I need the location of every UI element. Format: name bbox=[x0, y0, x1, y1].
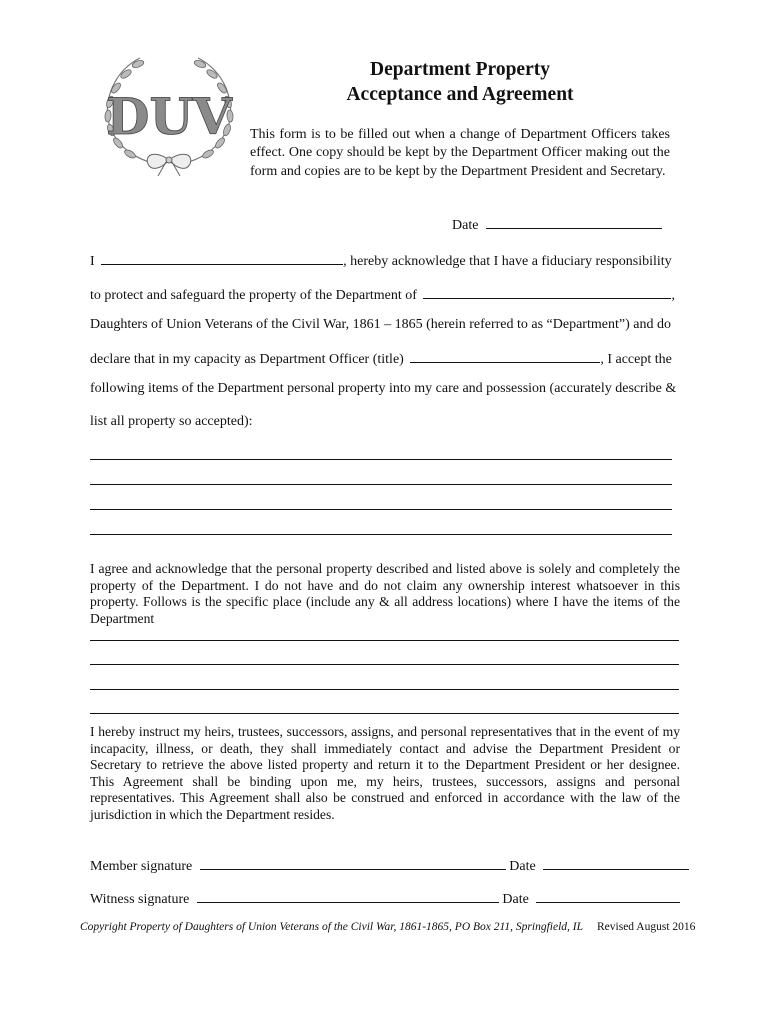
line4-suffix: , I accept the bbox=[600, 352, 672, 367]
line1-suffix: , hereby acknowledge that I have a fiduciary responsibility bbox=[343, 254, 672, 269]
name-field[interactable] bbox=[101, 250, 343, 265]
witness-signature-label: Witness signature bbox=[90, 892, 190, 907]
member-date-field[interactable] bbox=[543, 855, 689, 870]
property-line-2[interactable] bbox=[90, 484, 672, 485]
department-field[interactable] bbox=[423, 284, 671, 299]
department-line bbox=[90, 284, 675, 304]
witness-signature-row bbox=[90, 888, 680, 908]
line1-prefix: I bbox=[90, 254, 95, 269]
member-signature-label: Member signature bbox=[90, 859, 193, 874]
page-title bbox=[250, 57, 670, 107]
line2-prefix: to protect and safeguard the property of the Department of bbox=[90, 288, 417, 303]
footer-revised: Revised August 2016 bbox=[597, 921, 696, 933]
footer-copyright: Copyright Property of Daughters of Union Veterans of the Civil War, 1861-1865, PO Box 211, Springfield, IL bbox=[80, 921, 583, 933]
seal-logo bbox=[94, 50, 244, 178]
witness-date-field[interactable] bbox=[536, 888, 680, 903]
date-label: Date bbox=[452, 218, 479, 233]
property-line-1[interactable] bbox=[90, 459, 672, 460]
instruct-paragraph: I hereby instruct my heirs, trustees, successors, assigns, and personal representatives that in the event of my incapacity, illness, or death, they shall immediately contact and advise the Department President or Secretary to retrieve the above listed property and return it to the Department President or her designee. This Agreement shall be binding upon me, my heirs, trustees, successors, assigns and personal representatives. This Agreement shall also be construed and enforced in accordance with the law of the jurisdiction in which the Department resides. bbox=[90, 724, 680, 822]
title-line bbox=[90, 348, 672, 368]
monogram-text: DUV bbox=[106, 87, 232, 146]
body-line-3: Daughters of Union Veterans of the Civil War, 1861 – 1865 (herein referred to as “Department”) and do bbox=[90, 317, 671, 332]
body-line-5: following items of the Department personal property into my care and possession (accurately describe & bbox=[90, 381, 677, 396]
title-line-1: Department Property bbox=[370, 59, 550, 80]
body-line-6: list all property so accepted): bbox=[90, 414, 253, 429]
member-date-label: Date bbox=[509, 859, 536, 874]
title-line-2: Acceptance and Agreement bbox=[346, 84, 574, 105]
location-line-3[interactable] bbox=[90, 689, 679, 690]
property-line-4[interactable] bbox=[90, 534, 672, 535]
top-date-row bbox=[452, 214, 662, 234]
property-line-3[interactable] bbox=[90, 509, 672, 510]
member-signature-field[interactable] bbox=[200, 855, 506, 870]
officer-title-field[interactable] bbox=[410, 348, 600, 363]
monogram bbox=[106, 87, 233, 146]
witness-date-label: Date bbox=[502, 892, 529, 907]
date-field[interactable] bbox=[486, 214, 662, 229]
witness-signature-field[interactable] bbox=[197, 888, 499, 903]
agree-paragraph: I agree and acknowledge that the personal property described and listed above is solely and completely the property of the Department. I do not have and do not claim any ownership interest whatsoever in this property. Follows is the specific place (include any & all address locations) where I have the items of the Department bbox=[90, 561, 680, 626]
line4-prefix: declare that in my capacity as Department Officer (title) bbox=[90, 352, 404, 367]
location-line-2[interactable] bbox=[90, 664, 679, 665]
location-line-4[interactable] bbox=[90, 713, 679, 714]
acknowledge-line bbox=[90, 250, 672, 270]
member-signature-row bbox=[90, 855, 689, 875]
line2-suffix: , bbox=[671, 288, 675, 303]
footer bbox=[80, 921, 695, 933]
intro-text: This form is to be filled out when a change of Department Officers takes effect. One copy should be kept by the Department Officer making out the form and copies are to be kept by the Department President and Secretary. bbox=[250, 127, 670, 179]
location-line-1[interactable] bbox=[90, 640, 679, 641]
